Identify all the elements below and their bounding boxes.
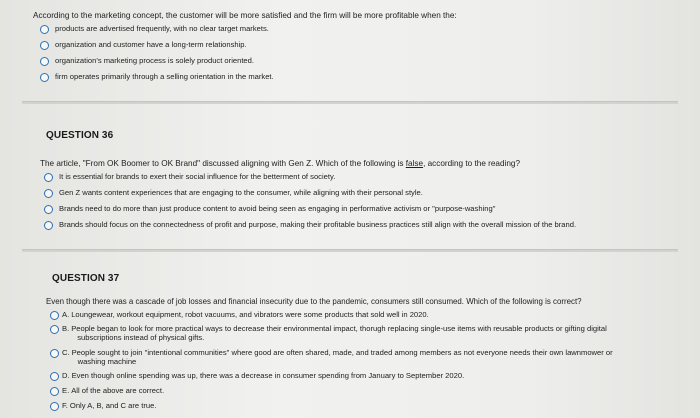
q37-option-b[interactable] xyxy=(50,325,607,342)
prompt-emphasis: false xyxy=(405,159,424,168)
answer-option-3[interactable] xyxy=(40,57,254,66)
q36-option-2[interactable] xyxy=(44,189,423,198)
prompt-text: , according to the reading? xyxy=(423,159,521,168)
q37-option-f[interactable] xyxy=(50,402,156,411)
option-letter: A. xyxy=(62,310,70,319)
radio-button[interactable] xyxy=(40,57,49,66)
question-36-title: QUESTION 36 xyxy=(46,130,114,141)
option-label: Even though online spending was up, there was a decrease in consumer spending from January to September 2020. xyxy=(71,371,465,380)
previous-question xyxy=(0,0,700,96)
radio-button[interactable] xyxy=(40,73,49,82)
option-label: organization and customer have a long-term relationship. xyxy=(55,40,247,49)
option-letter: E. xyxy=(62,386,70,395)
radio-button[interactable] xyxy=(44,205,53,214)
option-label: products are advertised frequently, with no clear target markets. xyxy=(55,24,269,33)
question-37-title: QUESTION 37 xyxy=(52,273,120,284)
option-label: People sought to join "intentional communities" where good are often shared, made, and traded among members as not everyone needs their own lawnmower or xyxy=(71,348,613,357)
option-label-continued: washing machine xyxy=(77,356,137,366)
prompt-text: The article, "From OK Boomer to OK Brand" discussed aligning with Gen Z. Which of the following is xyxy=(40,159,406,168)
question-divider xyxy=(22,249,678,252)
question-divider xyxy=(22,101,678,104)
option-letter: B. xyxy=(62,324,70,333)
option-label: Only A, B, and C are true. xyxy=(69,401,157,410)
option-label-group xyxy=(70,349,613,366)
option-label: People began to look for more practical ways to decrease their environmental impact, thorugh replacing single-use items with reusable products or gifting digital xyxy=(71,324,607,333)
q36-option-4[interactable] xyxy=(44,221,576,230)
radio-button[interactable] xyxy=(44,173,53,182)
answer-option-1[interactable] xyxy=(40,25,269,34)
radio-button[interactable] xyxy=(50,325,59,334)
option-label: It is essential for brands to exert their social influence for the betterment of society. xyxy=(59,172,336,181)
q36-option-1[interactable] xyxy=(44,173,335,182)
option-label: firm operates primarily through a selling orientation in the market. xyxy=(55,72,274,81)
radio-button[interactable] xyxy=(50,402,59,411)
radio-button[interactable] xyxy=(40,41,49,50)
option-label: Loungewear, workout equipment, robot vacuums, and vibrators were some products that sold well in 2020. xyxy=(71,310,429,319)
radio-button[interactable] xyxy=(44,221,53,230)
answer-option-2[interactable] xyxy=(40,41,247,50)
option-label-continued: subscriptions instead of physical gifts. xyxy=(77,332,205,342)
radio-button[interactable] xyxy=(50,387,59,396)
option-letter: F. xyxy=(62,401,68,410)
radio-button[interactable] xyxy=(50,372,59,381)
option-label: Gen Z wants content experiences that are engaging to the consumer, while aligning with their personal style. xyxy=(59,188,423,197)
radio-button[interactable] xyxy=(44,189,53,198)
option-label: All of the above are correct. xyxy=(71,386,165,395)
question-36-prompt xyxy=(40,159,520,168)
q37-option-d[interactable] xyxy=(50,372,464,381)
radio-button[interactable] xyxy=(40,25,49,34)
option-label-group xyxy=(69,325,607,342)
option-label: Brands need to do more than just produce content to avoid being seen as engaging in performative activism or "purpose-washing" xyxy=(59,204,496,213)
q37-option-a[interactable] xyxy=(50,311,429,320)
q36-option-3[interactable] xyxy=(44,205,495,214)
q37-option-e[interactable] xyxy=(50,387,164,396)
option-label: organization's marketing process is solely product oriented. xyxy=(55,56,254,65)
q37-option-c[interactable] xyxy=(50,349,613,366)
option-letter: C. xyxy=(62,348,70,357)
question-prompt: According to the marketing concept, the customer will be more satisfied and the firm will be more profitable when the: xyxy=(33,11,457,20)
radio-button[interactable] xyxy=(50,311,59,320)
question-37-prompt: Even though there was a cascade of job losses and financial insecurity due to the pandemic, consumers still consumed. Which of the following is correct? xyxy=(46,297,582,306)
option-label: Brands should focus on the connectedness of profit and purpose, making their profitable business practices still align with the overall mission of the brand. xyxy=(59,220,577,229)
answer-option-4[interactable] xyxy=(40,73,274,82)
radio-button[interactable] xyxy=(50,349,59,358)
option-letter: D. xyxy=(62,371,70,380)
